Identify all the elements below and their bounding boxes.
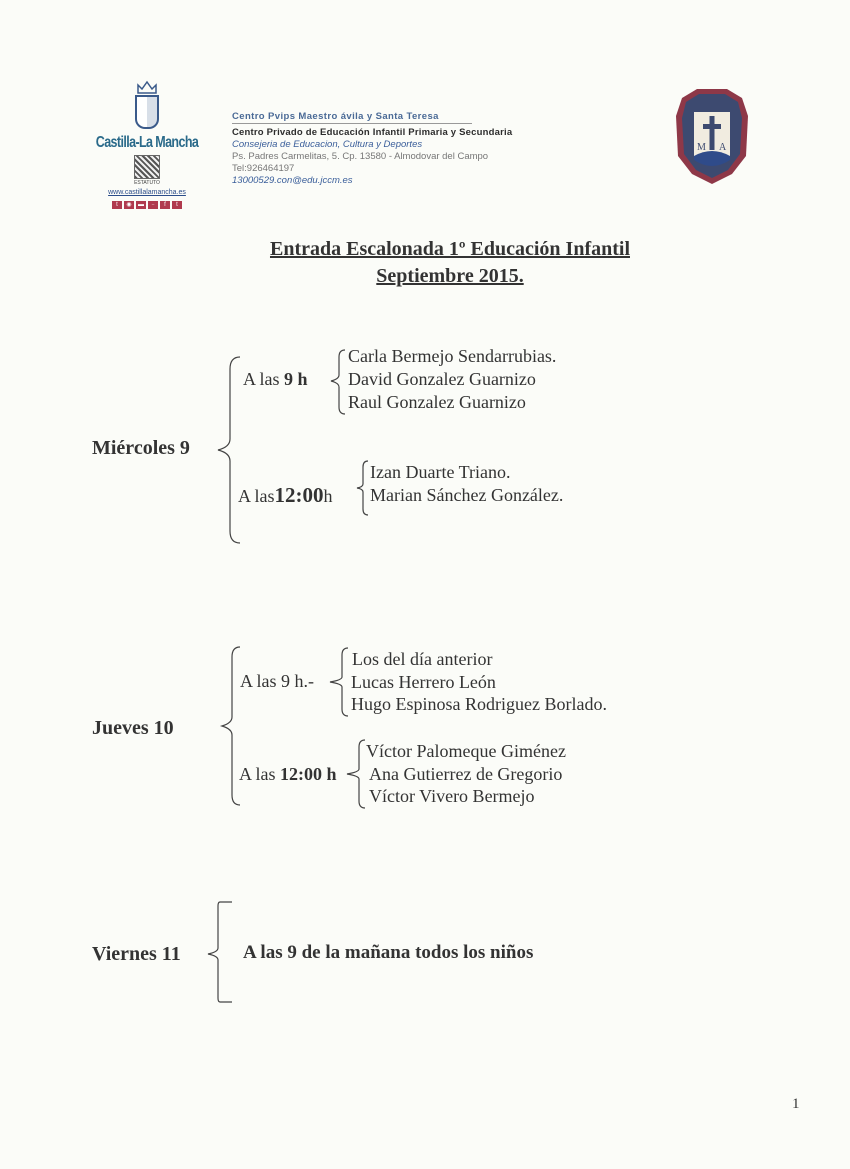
wed-slot1-time: A las 9 h: [243, 369, 308, 389]
brace-thu-slot1-icon: [326, 647, 350, 717]
rss-icon[interactable]: ◉: [124, 201, 134, 209]
jccm-name: Castilla-La Mancha: [95, 133, 199, 151]
document-subtitle: Septiembre 2015.: [376, 265, 524, 287]
document-title: Entrada Escalonada 1º Educación Infantil: [269, 238, 630, 260]
street-address: Ps. Padres Carmelitas, 5. Cp. 13580 - Almodovar del Campo: [232, 151, 489, 162]
statute-icon: [134, 155, 160, 179]
brace-wednesday-icon: [214, 355, 244, 545]
name-item: Víctor Palomeque Giménez: [366, 741, 566, 761]
name-item: Izan Duarte Triano.: [370, 462, 511, 482]
wed-slot2-time: A las12:00h: [238, 483, 333, 507]
jccm-logo: [92, 80, 202, 209]
name-item: Raul Gonzalez Guarnizo: [348, 392, 526, 412]
crown-icon: [136, 80, 158, 94]
facebook-icon[interactable]: f: [160, 201, 170, 209]
svg-text:A: A: [719, 142, 727, 153]
school-name: Centro Pvips Maestro ávila y Santa Teresa: [232, 111, 472, 124]
jccm-url-link[interactable]: www.castillalamancha.es: [108, 189, 186, 196]
school-crest-icon: [672, 86, 752, 186]
telephone: Tel:926464197: [232, 163, 295, 174]
school-address: [232, 111, 512, 186]
name-item: Los del día anterior: [352, 649, 493, 669]
school-type: Centro Privado de Educación Infantil Primaria y Secundaria: [232, 127, 513, 138]
brace-wed-slot1-icon: [329, 349, 349, 415]
name-item: Ana Gutierrez de Gregorio: [369, 764, 563, 784]
tuenti-icon[interactable]: t: [112, 201, 122, 209]
ministry: Consejeria de Educacion, Cultura y Deportes: [232, 139, 423, 150]
twitter-icon[interactable]: t: [172, 201, 182, 209]
brace-wed-slot2-icon: [354, 460, 370, 516]
name-item: Lucas Herrero León: [351, 672, 496, 692]
flickr-icon[interactable]: ∙∙: [148, 201, 158, 209]
page-number: 1: [792, 1096, 800, 1112]
day-thursday: Jueves 10: [92, 717, 174, 739]
day-wednesday: Miércoles 9: [92, 437, 190, 459]
name-item: Víctor Vivero Bermejo: [369, 786, 535, 806]
day-friday: Viernes 11: [92, 943, 181, 965]
friday-text: A las 9 de la mañana todos los niños: [243, 942, 534, 963]
thu-slot2-time: A las 12:00 h: [239, 764, 337, 784]
thu-slot1-time: A las 9 h.-: [240, 671, 314, 691]
name-item: Carla Bermejo Sendarrubias.: [348, 346, 557, 366]
statute-label: ESTATUTO: [134, 180, 160, 186]
email[interactable]: 13000529.con@edu.jccm.es: [232, 175, 353, 186]
name-item: David Gonzalez Guarnizo: [348, 369, 536, 389]
name-item: Hugo Espinosa Rodriguez Borlado.: [351, 694, 607, 714]
social-icons: [92, 201, 202, 209]
youtube-icon[interactable]: ▬: [138, 202, 144, 208]
name-item: Marian Sánchez González.: [370, 485, 564, 505]
brace-friday-icon: [204, 900, 234, 1004]
svg-text:M: M: [697, 142, 706, 153]
brace-thu-slot2-icon: [343, 739, 367, 809]
shield-icon: [135, 95, 159, 129]
